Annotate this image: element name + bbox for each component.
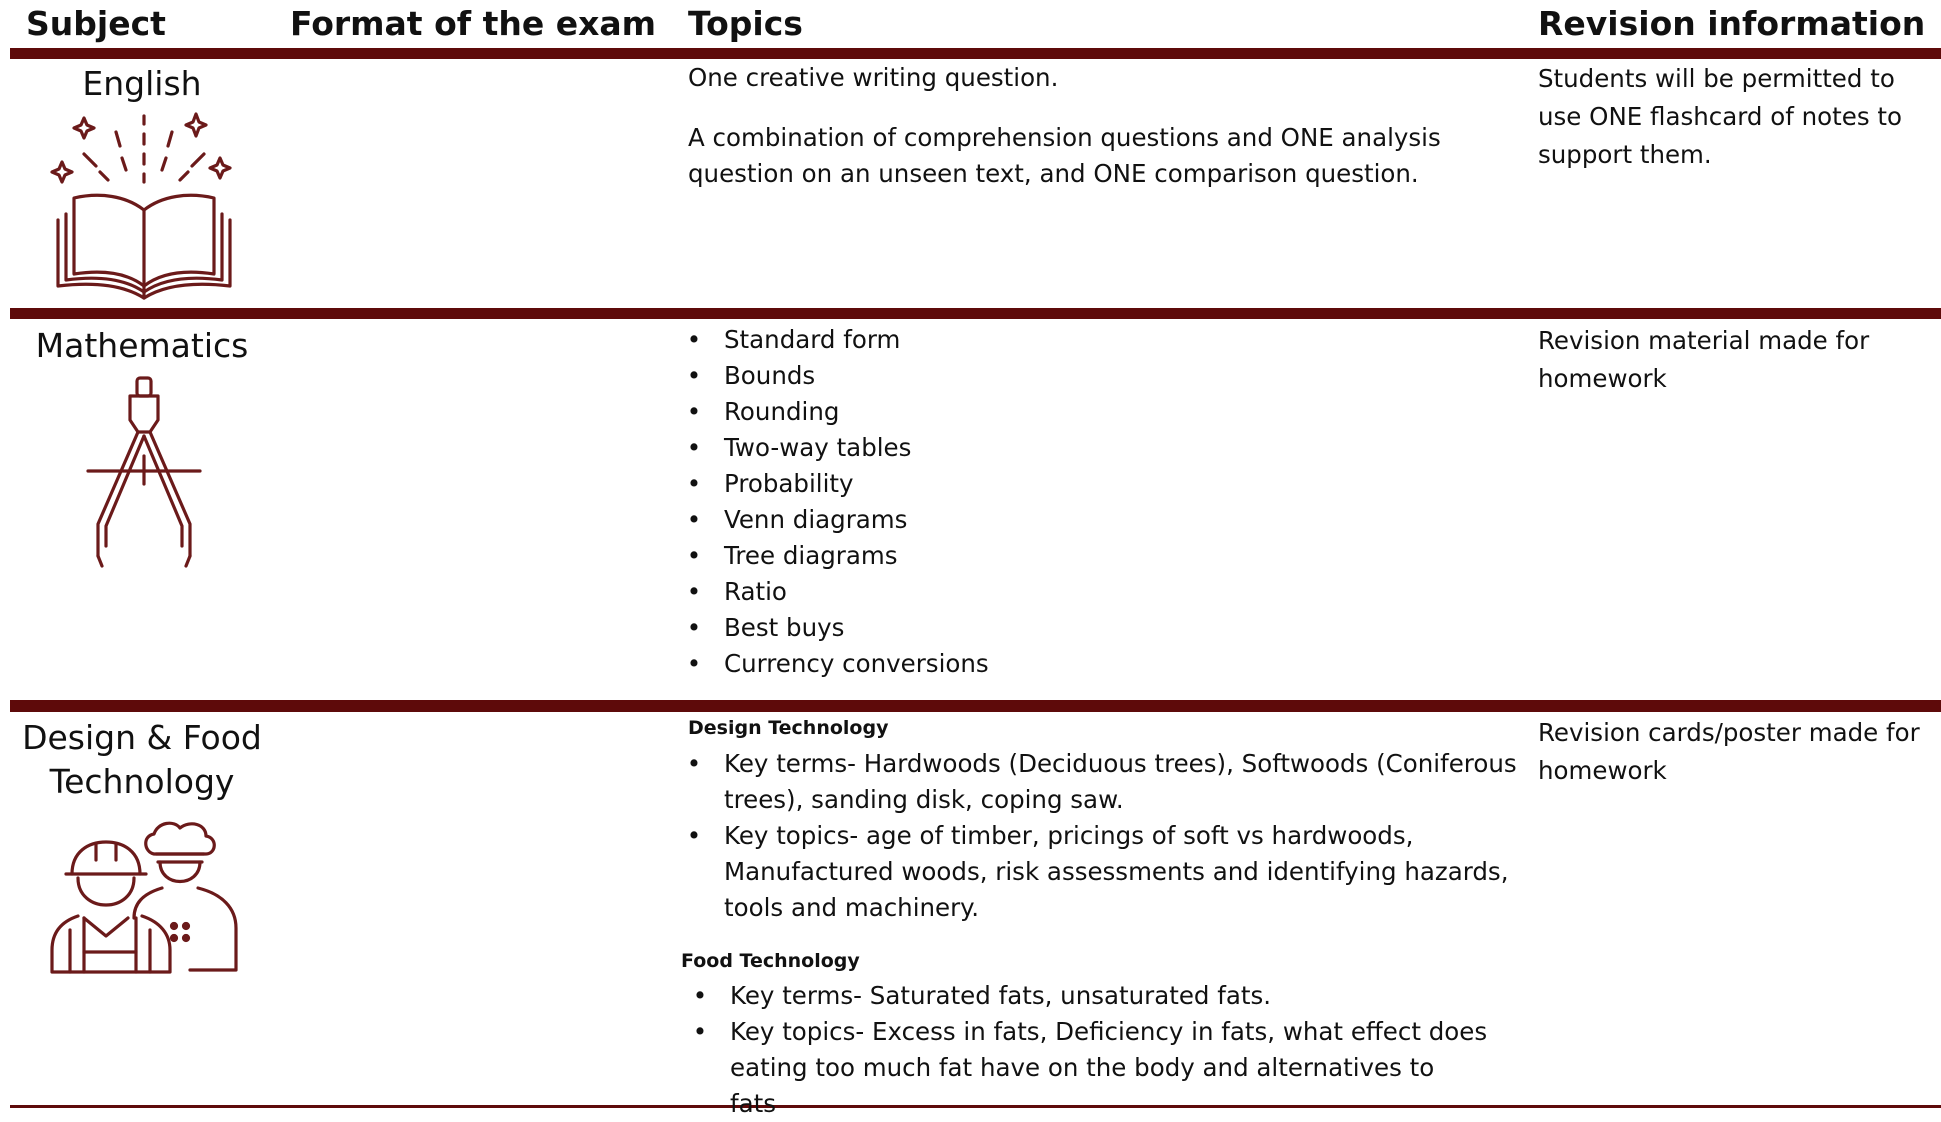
bullet-icon: • <box>686 325 702 354</box>
bullet-icon: • <box>686 397 702 426</box>
design-food-revision-info: Revision cards/poster made for homework <box>1538 718 1920 785</box>
list-item <box>682 646 1442 682</box>
english-topics <box>688 60 1448 216</box>
row-divider-2 <box>10 700 1941 712</box>
english-topic-paragraph: A combination of comprehension questions and ONE analysis question on an unseen text, and ONE comparison question. <box>688 123 1441 188</box>
builder-and-chef-icon <box>50 818 240 980</box>
english-topic-paragraph: One creative writing question. <box>688 63 1059 92</box>
design-technology-list <box>682 746 1518 926</box>
mathematics-topic-list <box>682 322 1442 682</box>
header-subject: Subject <box>26 4 166 43</box>
row-divider-1 <box>10 308 1941 319</box>
list-item-text: Key topics- Excess in fats, Deficiency in fats, what effect does eating too much fat have on the body and alternatives to fats <box>730 1017 1488 1118</box>
bullet-icon: • <box>686 469 702 498</box>
food-technology-list <box>688 978 1488 1122</box>
bullet-icon: • <box>692 1017 708 1046</box>
bullet-icon: • <box>686 749 702 778</box>
mathematics-topics <box>682 322 1442 682</box>
list-item <box>682 358 1442 394</box>
bullet-icon: • <box>686 613 702 642</box>
list-item-text: Currency conversions <box>724 649 989 678</box>
design-technology-topics <box>682 746 1518 926</box>
subject-mathematics: Mathematics <box>35 326 249 365</box>
list-item-text: Standard form <box>724 325 901 354</box>
list-item <box>682 538 1442 574</box>
list-item-text: Best buys <box>724 613 845 642</box>
list-item <box>682 574 1442 610</box>
subject-line: Technology <box>49 762 235 801</box>
list-item-text: Key topics- age of timber, pricings of soft vs hardwoods, Manufactured woods, risk assessments and identifying hazards, tools and machinery. <box>724 821 1509 922</box>
list-item <box>682 322 1442 358</box>
bullet-icon: • <box>686 361 702 390</box>
list-item-text: Rounding <box>724 397 840 426</box>
list-item-text: Ratio <box>724 577 787 606</box>
food-technology-heading: Food Technology <box>681 950 860 972</box>
bullet-icon: • <box>686 821 702 850</box>
mathematics-revision-info: Revision material made for homework <box>1538 326 1870 393</box>
bullet-icon: • <box>686 505 702 534</box>
list-item-text: Bounds <box>724 361 816 390</box>
design-technology-heading: Design Technology <box>688 717 889 739</box>
list-item-text: Key terms- Hardwoods (Deciduous trees), Softwoods (Coniferous trees), sanding disk, coping saw. <box>724 749 1517 814</box>
list-item-text: Venn diagrams <box>724 505 908 534</box>
header-divider <box>10 48 1941 59</box>
header-format: Format of the exam <box>290 4 657 43</box>
list-item <box>688 978 1488 1014</box>
list-item-text: Tree diagrams <box>724 541 898 570</box>
list-item <box>682 394 1442 430</box>
list-item <box>682 746 1518 818</box>
compass-icon <box>84 376 204 572</box>
bullet-icon: • <box>686 541 702 570</box>
list-item <box>682 466 1442 502</box>
list-item <box>682 818 1518 926</box>
open-book-icon <box>48 108 248 304</box>
english-revision-info: Students will be permitted to use ONE flashcard of notes to support them. <box>1538 64 1902 169</box>
list-item <box>682 430 1442 466</box>
subject-english: English <box>82 64 202 103</box>
subject-design-food-tech <box>12 716 272 804</box>
list-item-text: Two-way tables <box>724 433 912 462</box>
list-item-text: Probability <box>724 469 854 498</box>
bullet-icon: • <box>686 433 702 462</box>
subject-line: Design & Food <box>22 718 262 757</box>
list-item <box>682 610 1442 646</box>
list-item-text: Key terms- Saturated fats, unsaturated fats. <box>730 981 1272 1010</box>
food-technology-topics <box>688 978 1488 1122</box>
header-revision: Revision information <box>1538 4 1926 43</box>
bullet-icon: • <box>686 577 702 606</box>
bullet-icon: • <box>692 981 708 1010</box>
bullet-icon: • <box>686 649 702 678</box>
list-item <box>682 502 1442 538</box>
header-topics: Topics <box>688 4 803 43</box>
list-item <box>688 1014 1488 1122</box>
